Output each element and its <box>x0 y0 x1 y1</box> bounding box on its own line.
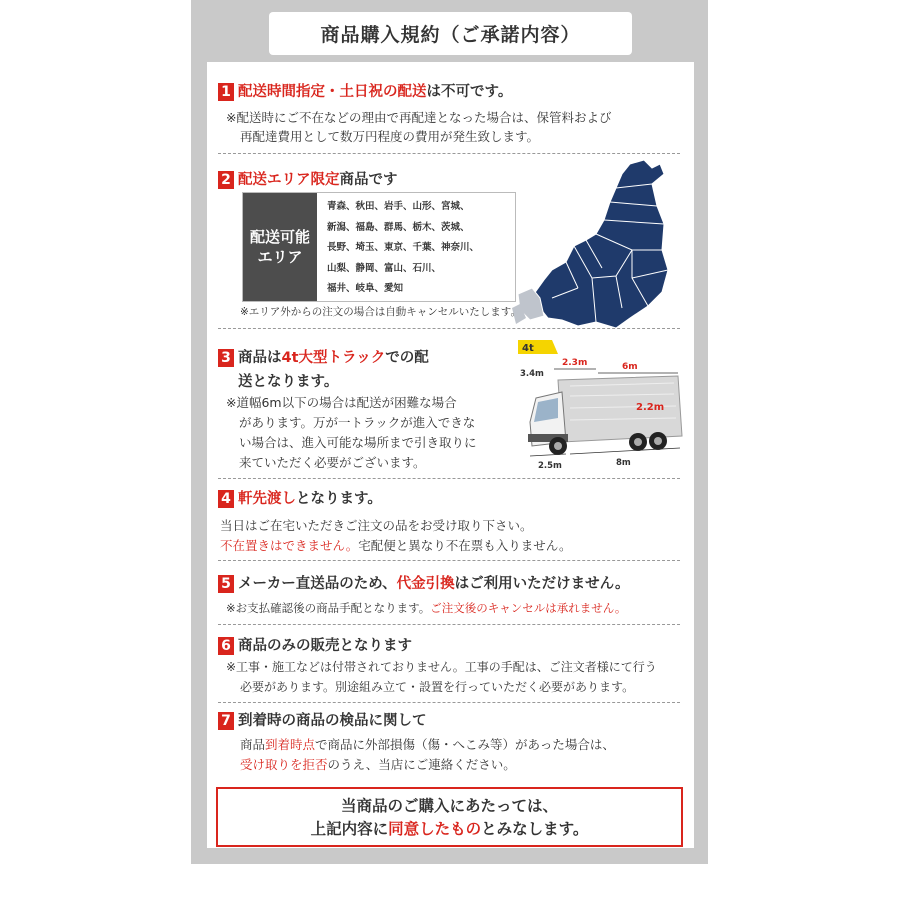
section-2-number: 2 <box>218 171 234 189</box>
section-3-heading-a: 商品は <box>238 350 282 366</box>
section-3-heading-cont: 送となります。 <box>238 374 339 390</box>
agreement-line-2-b: とみなします。 <box>481 820 589 838</box>
section-2-note: ※エリア外からの注文の場合は自動キャンセルいたします。 <box>240 306 521 318</box>
page-title: 商品購入規約（ご承諾内容） <box>269 12 632 55</box>
divider <box>218 328 680 329</box>
delivery-area-table <box>242 192 516 302</box>
section-5-note-red: ご注文後のキャンセルは承れません。 <box>430 601 627 615</box>
section-4-line-2-red: 不在置きはできません。 <box>220 538 359 553</box>
section-5-heading <box>218 572 630 593</box>
divider <box>218 153 680 154</box>
section-1-heading-rest: は不可です。 <box>426 84 513 100</box>
section-4-heading-red: 軒先渡し <box>238 491 296 507</box>
section-5-note-a: ※お支払確認後の商品手配となります。 <box>226 601 431 615</box>
section-3-heading <box>218 346 429 367</box>
section-4-line-2 <box>220 536 572 555</box>
truck-height: 3.4m <box>520 369 544 379</box>
area-label-line-2: エリア <box>257 248 303 266</box>
section-1-note-2: 再配達費用として数万円程度の費用が発生致します。 <box>240 129 540 144</box>
section-3-line: があります。万が一トラックが進入できな <box>239 415 476 430</box>
section-6-heading-text: 商品のみの販売となります <box>238 638 412 654</box>
section-7-number: 7 <box>218 712 234 730</box>
section-4-line-1: 当日はご在宅いただきご注文の品をお受け取り下さい。 <box>220 518 533 533</box>
section-2-heading <box>218 168 398 189</box>
divider <box>218 624 680 625</box>
section-7-line-1-red: 到着時点 <box>265 737 316 752</box>
japan-map-icon <box>512 158 687 328</box>
section-4-heading <box>218 487 382 508</box>
divider <box>218 702 680 703</box>
section-3-line: い場合は、進入可能な場所まで引き取りに <box>239 435 477 450</box>
truck-total-length: 8m <box>616 458 631 468</box>
section-6-line-1: ※工事・施工などは付帯されておりません。工事の手配は、ご注文者様にて行う <box>226 660 657 674</box>
section-7-line-1-a: 商品 <box>240 737 266 752</box>
divider <box>218 478 680 479</box>
section-5-number: 5 <box>218 575 234 593</box>
section-6-number: 6 <box>218 637 234 655</box>
section-7-line-2-red: 受け取りを拒否 <box>240 757 328 772</box>
agreement-line-2 <box>218 818 681 841</box>
section-1-note-1: ※配送時にご不在などの理由で再配達となった場合は、保管料および <box>226 110 612 125</box>
agreement-line-2-a: 上記内容に <box>310 820 389 838</box>
area-list-item: 青森、秋田、岩手、山形、宮城、 <box>327 201 470 212</box>
section-3-heading-b: での配 <box>385 350 429 366</box>
agreement-box <box>216 787 683 847</box>
section-3-heading-red: 4t大型トラック <box>281 350 386 366</box>
section-4-heading-rest: となります。 <box>296 491 382 507</box>
area-list-item: 山梨、静岡、富山、石川、 <box>327 262 442 274</box>
area-list-item: 長野、埼玉、東京、千葉、神奈川、 <box>327 242 480 253</box>
section-4-line-2-rest: 宅配便と異なり不在票も入りません。 <box>358 538 572 553</box>
section-7-line-2 <box>240 755 516 774</box>
section-7-line-1 <box>240 735 615 754</box>
section-5-heading-a: メーカー直送品のため、 <box>238 576 397 592</box>
section-3-line: ※道幅6m以下の場合は配送が困難な場合 <box>226 395 457 410</box>
agreement-line-1: 当商品のご購入にあたっては、 <box>340 797 558 815</box>
area-list <box>327 197 479 300</box>
section-1-number: 1 <box>218 83 234 101</box>
truck-body-height: 2.2m <box>636 402 665 413</box>
section-5-heading-red: 代金引換 <box>396 576 455 592</box>
agreement-line-2-red: 同意したもの <box>388 820 482 838</box>
section-5-note <box>226 599 626 618</box>
truck-icon <box>518 338 688 473</box>
area-list-item: 新潟、福島、群馬、栃木、茨城、 <box>327 221 470 233</box>
divider <box>218 560 680 561</box>
section-7-line-2-b: のうえ、当店にご連絡ください。 <box>327 757 516 772</box>
section-4-number: 4 <box>218 490 234 508</box>
section-6-line-2: 必要があります。別途組み立て・設置を行っていただく必要があります。 <box>240 680 635 694</box>
section-7-heading-text: 到着時の商品の検品に関して <box>238 713 427 729</box>
section-3-number: 3 <box>218 349 234 367</box>
section-1-heading <box>218 80 512 101</box>
section-7-heading <box>218 709 427 730</box>
section-7-line-1-b: で商品に外部損傷（傷・へこみ等）があった場合は、 <box>315 737 615 752</box>
section-2-heading-red: 配送エリア限定 <box>238 172 340 188</box>
truck-cab-top: 2.3m <box>562 358 588 368</box>
section-2-heading-rest: 商品です <box>339 172 398 188</box>
section-1-heading-red: 配送時間指定・土日祝の配送 <box>238 84 427 100</box>
area-list-item: 福井、岐阜、愛知 <box>327 283 404 294</box>
area-label <box>243 193 317 301</box>
section-3-text <box>226 393 477 473</box>
section-3-line: 来ていただく必要がございます。 <box>239 455 426 470</box>
area-label-line-1: 配送可能 <box>249 228 310 246</box>
section-5-heading-b: はご利用いただけません。 <box>454 576 630 592</box>
truck-body-length: 6m <box>622 362 638 372</box>
truck-tag: 4t <box>522 343 534 354</box>
section-6-heading <box>218 634 412 655</box>
truck-cab-length: 2.5m <box>538 461 562 471</box>
